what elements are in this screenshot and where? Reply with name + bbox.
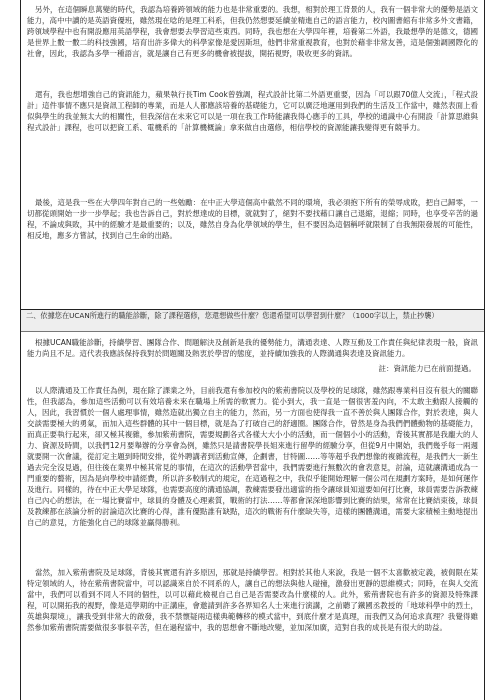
- paragraph-ucan-diagnosis: 根據UCAN職能診斷，持續學習、團隊合作、問題解決及創新是我的優勢能力，溝通表達、人際互動及工作責任與紀律表現一般，資訊能力尚且不足。這代表我應該保持我對於問題關及熱衷於學習的態度，並持續加強我的人際溝通與表達及資訊能力。: [27, 338, 478, 358]
- paragraph-teamwork: 以人際溝通及工作責任為例，現在除了課業之外，目前我還有參加校內的紫荊書院以及學校的足球隊，雖然跟專業科目沒有很大的關聯性，但我認為，參加這些活動可以有效培養未來在職場上所需的軟實力。從小到大，我一直是一個很害羞內向，不太敢主動跟人接觸的人，因此，我習慣於一個人處理事情，雖然造就出獨立自主的能力，然而，另一方面也使得我一直不善於與人團隊合作，對於表達，與人交談需要極大的勇氣，而加入這些群體的其中一個目標，就是為了打破自己的舒適圈。團隊合作，曾然是身為我們們體動物的基礎能力，而真正要執行起來，卻又極其複雜，參加紫荊書院，需要規劃各式各樣大大小小的活動，而一個個小小的活動，背後其實都是我龐大的人力、資源及時間，以我們12月要舉辦的分享會為例，雖然只是請書院學長姐來進行留學的經驗分享，但從9月中開始，我們幾乎每一兩週就要開一次會議，從訂定主題到時間安排，從外聘講者到活動宣傳，企劃書，甘特圖……等等超乎我們想像的複雜流程，是我們大一新生過去完全沒見過，但往後在業界中極其常見的事情，在這次的活動學習當中，我們需要進行無數次的會表意見，討論，這就讓溝通成為一門重要的藝術，因為是向學校申請經費，所以許多較制式的規定，在這過程之中，我似乎能開始理解一個公司在規劃方案時，是如何運作及進行。同樣的，待在中正大學足球隊，也需要高度的溝通協調，教練需要發出適當的指令讓球員知道要如何打比賽，球員需要告訴教練自己內心的想法，在一場比賽當中，球員的身體及心理素質，戰術的打法……等都會深深地影響到比賽的結果，常常在比賽結束後，球員及教練都在該論分析的討論這次比賽的心得，誰有優點誰有缺點，這次的戰術有什麼缺失等，這樣的團體溝通，需要大家積極主動地提出自己的意見，方能強化自己的球隊並贏得勝利。: [27, 386, 478, 527]
- paragraph-block: [27, 197, 478, 259]
- paragraph-encouragement: 最後，這是我一些在大學四年對自己的一些勉勵：在中正大學這個高中截然不同的環境，我必須抱下所有的榮辱成敗，把自己歸零，一切都從頭開始一步一步學起；我也告訴自己，對於想達成的目標，就就對了，絕對不要找藉口讓自己退縮，退縮；同時，也享受辛苦的過程，不論成與敗，其中的經驗才是最重要的；以及，雖然自身為化學領域的學生，但不要因為這個稱呼就限制了自我無限發展的可能性，相反地，應多方嘗試，找到自己生命的出路。: [27, 198, 478, 240]
- document-page: [20, 0, 485, 700]
- paragraph-cross-domain: 另外，在這個瞬息萬變的時代，我認為培養跨領域的能力也是非常重要的。我想，相對於理工背景的人，我有一個非常大的優勢是語文能力，高中中讀的是英語資優班，雖然現在唸的是理工科系，但我仍然想要延續並精進自己的語言能力，校內圖書館有非常多外文書籍，跨領域學程中也有開設應用英語學程，我會想要去學習這些東西。同時，我也想在大學四年裡，培養第二外語，我最想學的是德文，德國是世界上數一數二的科技強國，培育出許多偉大的科學家像是愛因斯坦，他們非常重視教育，也對於藉非非常友善，這是個強調國際化的社會，因此，我認為多學一種語言，就是讓自己有更多的機會被提拔，開拓視野，吸收更多的資訊。: [27, 5, 478, 58]
- paragraph-block: [27, 4, 478, 88]
- footnote: 註：資訊能力已在前面提過。: [378, 364, 476, 373]
- paragraph-block: [27, 385, 478, 553]
- paragraph-continuous-learning: 當然，加入紫荊書院及足球隊，背後其實還有許多原因，那就是持續學習。相對於其他人來說，我是一個不太喜歡被定義，被侷限在某特定領域的人，待在紫荊書院當中，可以認識來自於不同系的人，讓自己的想法與他人碰撞，激發出更靜的思維模式；同時，在與人交流當中，我們可以看到不同人不同的個性，以可以藉此檢視自己自己是否需要改為什麼樣的人。此外，紫荊書院也有許多的資源及特殊課程，可以開拓我的視野，像是這學期的中正講座，會邀請到許多各界知名人士來進行演講，之前聽了鐵國丞教授的「地球科學中的烈土，英雄與環境」，讓我受到非常大的啟發，我不禁懷疑兩這樣典範轉移的模式當中，到底什麼才是真理，而我們又為何追求真理？我覺得雖然參加紫荊書院需要做很多事很辛苦，但在過程當中，我的思想會不斷地改變，並加深加廣，這對自我的成長是有很大的助益。: [27, 568, 478, 632]
- question-header: 二、依據您在UCAN所進行的職能診斷，除了課程選修，您還想做些什麼？您還希望可以學習到什麼？（1000字以上，禁止抄襲）: [21, 310, 484, 332]
- paragraph-block: [27, 567, 478, 695]
- paragraph-computing: 還有，我也想增強自己的資訊能力，蘋果執行長Tim Cook曾強調，程式設計比第二外語更重要，因為「可以跟70億人交流」，「程式設計」這件事情不應只是資訊工程師的專業，而是人人都應該培養的基礎能力，它可以廣泛地運用到我們的生活及工作當中，雖然表面上看似與學生的我並無太大的相關性，但我深信在未來它可以是一項在我工作時能讓我得心應手的工具，學校的通識中心有開設「計算思維與程式設計」課程，也可以把資工系、電機系的「計算機概論」拿來做自由選修，相信學校的資源能讓我變得更有競爭力。: [27, 90, 478, 132]
- paragraph-block: [27, 89, 478, 192]
- paragraph-block: [27, 337, 478, 383]
